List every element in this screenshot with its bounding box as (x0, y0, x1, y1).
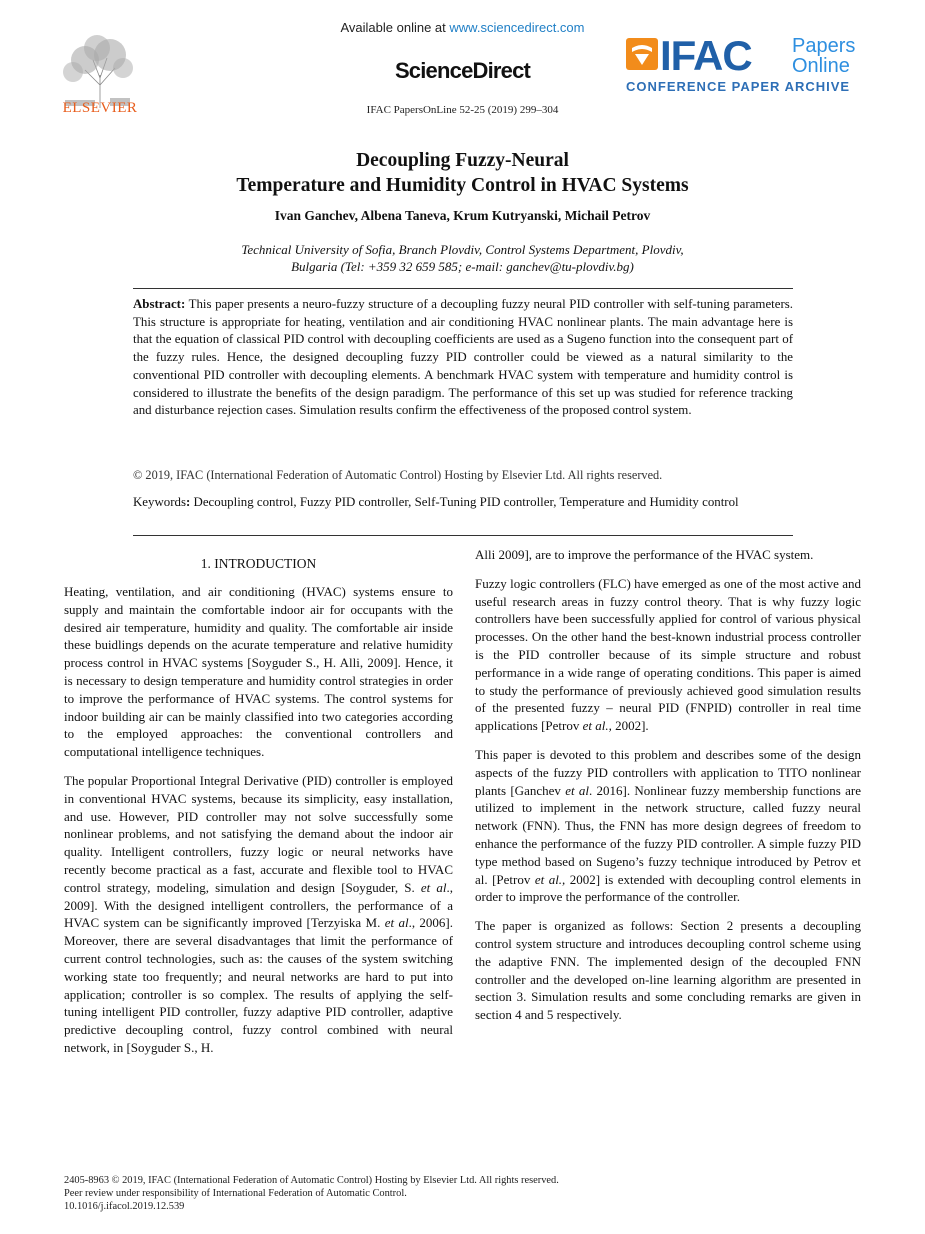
ifac-papersonline-logo (626, 32, 871, 98)
abstract-text: This paper presents a neuro-fuzzy structure of a decoupling fuzzy neural PID controller with self-tuning parameters. This structure is appropriate for heating, ventilation and air conditioning HVAC nonlinear plants. The main advantage here is that the equation of classical PID control with decoupling coefficients are used as a Sugeno function into the consequent part of the fuzzy rules. Hence, the designed decoupling fuzzy PID controller could be viewed as a natural similarity to the conventional PID controller with decoupling elements. A benchmark HVAC system with temperature and humidity control is considered to illustrate the benefits of the design paradigm. The performance of this set up was studied for reference tracking and disturbance rejection cases. Simulation results confirm the effectiveness of the proposed control system. (133, 297, 793, 418)
keywords-text: Decoupling control, Fuzzy PID controller, Self-Tuning PID controller, Temperature and Humidity control (190, 495, 739, 509)
intro-paragraph-continued: Alli 2009], are to improve the performance of the HVAC system. (475, 547, 814, 562)
ifac-wordmark: IFAC (660, 32, 752, 79)
intro-paragraph-1: Heating, ventilation, and air conditioning (HVAC) systems ensure to supply and maintain the comfortable indoor air for occupants with the desired air temperature, humidity and quality. The comfortable air inside these buidlings depends on the acurate temperature and relative humidity process control in HVAC systems [Soyguder S., H. Alli, 2009]. Hence, it is necessary to design temperature and humidity control strategies in order to improve the performance of HVAC systems. The control systems for indoor building air can be mainly classified into two categories according to the employed approaches: the conventional controllers and computational intelligence techniques. (64, 584, 453, 760)
intro-paragraph-2 (64, 772, 453, 1057)
ifac-papers-online (792, 36, 855, 76)
footer-doi: 10.1016/j.ifacol.2019.12.539 (64, 1201, 185, 1212)
left-column (64, 583, 453, 1068)
et-al: et al (565, 782, 589, 798)
abstract-label: Abstract: (133, 297, 186, 311)
et-al: et al., (582, 718, 612, 734)
affiliation-line-1: Technical University of Sofia, Branch Plovdiv, Control Systems Department, Plovdiv, (241, 242, 684, 257)
abstract-top-rule (133, 288, 793, 289)
intro-paragraph-3 (475, 575, 861, 735)
text-run: ., 2006]. Moreover, there are several disadvantages that limit the performance of current control technologies, such as: the causes of the system switching working state too frequently; and neural networks are hard to put into application; controller is so complex. The results of applying the self-tuning intelligent PID controller, fuzzy adaptive PID controller, adaptive predictive decoupling control, fuzzy control combined with neural network, in [Soyguder S., H. (64, 915, 453, 1055)
text-run: ., 2009]. With the designed intelligent controllers, the performance of a HVAC system can be significantly improved [Terzyiska M. (64, 879, 453, 931)
text-run: Fuzzy logic controllers (FLC) have emerged as one of the most active and useful research areas in fuzzy control theory. That is why fuzzy logic controllers have been successfully applied for control of various physical processes. On the other hand the best-known industrial process controller is the PID controller because of its simple structure and robust performance in a wide range of operating conditions. This paper is aimed to study the performance of previously achieved good simulation results of the presented fuzzy – neural PID (FNPID) controller in real time applications [Petrov (475, 575, 861, 734)
available-prefix: Available online at (340, 20, 450, 35)
text-run: . 2016]. Nonlinear fuzzy membership functions are utilized to implement in the network structure, called fuzzy neural network (FNN). Thus, the FNN has more design degrees of freedom to enhance the performance of the fuzzy PID controller. A simple fuzzy PID type method based on Sugeno’s fuzzy technique introduced by Petrov et al. [Petrov (475, 782, 861, 887)
title-line-2: Temperature and Humidity Control in HVAC Systems (236, 175, 689, 196)
text-run: 2002]. (611, 718, 649, 734)
keywords-colon: : (186, 495, 191, 509)
sciencedirect-link[interactable]: www.sciencedirect.com (449, 20, 585, 35)
elsevier-wordmark: ELSEVIER (62, 100, 138, 116)
ifac-emblem-icon (626, 38, 658, 70)
right-column (475, 546, 861, 1035)
text-run: This paper is devoted to this problem and describes some of the design aspects of the fuzzy PID controllers with application to TITO nonlinear plants [Ganchev (475, 746, 861, 798)
affiliation-line-2: Bulgaria (Tel: +359 32 659 585; e-mail: ganchev@tu-plovdiv.bg) (291, 259, 634, 274)
keywords (133, 494, 793, 512)
intro-paragraph-4 (475, 746, 861, 906)
available-online-line (0, 20, 925, 35)
sciencedirect-brand: ScienceDirect (394, 58, 531, 83)
page-footer (64, 1174, 559, 1213)
et-al: et al., (534, 871, 566, 887)
keywords-label: Keywords (133, 495, 186, 509)
et-al: et al (384, 915, 409, 931)
text-run: The popular Proportional Integral Derivative (PID) controller is employed in conventional HVAC systems, because its simplicity, easy installation, and use. However, PID controller may not solve successfully some nonlinear problems, and not satisfying the demand about the indoor air quality. Intelligent controllers, fuzzy logic or neural networks have recently become practical as a fast, accurate and flexible tool to HVAC control strategy, modeling, simulation and design [Soyguder, S. (64, 772, 453, 895)
paper-authors: Ivan Ganchev, Albena Taneva, Krum Kutryanski, Michail Petrov (274, 208, 651, 223)
footer-copyright: 2405-8963 © 2019, IFAC (International Federation of Automatic Control) Hosting by Elsevier Ltd. All rights reserved. (64, 1175, 559, 1186)
et-al: et al (420, 879, 447, 895)
abstract (133, 296, 793, 420)
paper-title (0, 148, 925, 198)
text-run: 2002] is extended with decoupling control elements in order to improve the performance of the controller. (475, 871, 861, 905)
journal-citation: IFAC PapersOnLine 52-25 (2019) 299–304 (366, 104, 559, 116)
abstract-copyright: © 2019, IFAC (International Federation of Automatic Control) Hosting by Elsevier Ltd. All rights reserved. (133, 468, 663, 482)
ifac-online-word: Online (792, 55, 850, 77)
title-line-1: Decoupling Fuzzy-Neural (356, 150, 569, 171)
section-heading-introduction: 1. INTRODUCTION (200, 556, 317, 571)
footer-peer-review: Peer review under responsibility of International Federation of Automatic Control. (64, 1188, 407, 1199)
ifac-papers-word: Papers (792, 35, 856, 57)
intro-paragraph-5: The paper is organized as follows: Section 2 presents a decoupling control system structure and introduces decoupling control scheme using the adaptive FNN. The implemented design of the decoupled FNN controller and the developed on-line learning algorithm are presented in section 3. Simulation results and some concluding remarks are given in section 4 and 5 respectively. (475, 918, 861, 1023)
author-affiliation (0, 241, 925, 275)
abstract-bottom-rule (133, 535, 793, 536)
ifac-archive-subtitle: CONFERENCE PAPER ARCHIVE (626, 79, 851, 94)
